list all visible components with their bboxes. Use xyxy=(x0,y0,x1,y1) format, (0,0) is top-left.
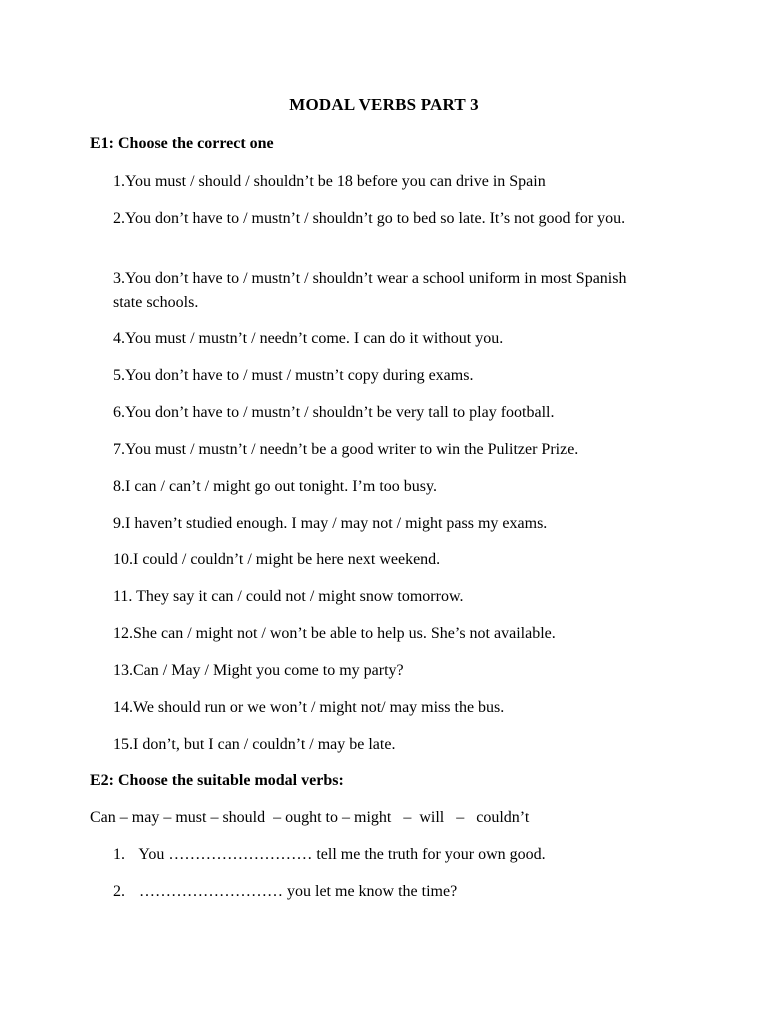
e1-item-13: 13.Can / May / Might you come to my party? xyxy=(113,662,404,679)
word-bank: Can – may – must – should – ought to – might – will – couldn’t xyxy=(90,809,530,826)
e1-heading: E1: Choose the correct one xyxy=(90,135,274,152)
e2-item-1 xyxy=(113,846,546,864)
page-title: MODAL VERBS PART 3 xyxy=(289,95,479,114)
e2-heading: E2: Choose the suitable modal verbs: xyxy=(90,772,344,789)
e1-item-1: 1.You must / should / shouldn’t be 18 before you can drive in Spain xyxy=(113,173,546,190)
e2-item-text: ……………………… you let me know the time? xyxy=(139,883,458,900)
e1-item-4: 4.You must / mustn’t / needn’t come. I can do it without you. xyxy=(113,330,504,347)
e1-item-5: 5.You don’t have to / must / mustn’t copy during exams. xyxy=(113,367,474,384)
e2-item-2 xyxy=(113,883,457,901)
e1-item-12: 12.She can / might not / won’t be able to help us. She’s not available. xyxy=(113,625,556,642)
e1-item-9: 9.I haven’t studied enough. I may / may not / might pass my exams. xyxy=(113,515,548,532)
e1-item-7: 7.You must / mustn’t / needn’t be a good writer to win the Pulitzer Prize. xyxy=(113,441,579,458)
e2-item-number: 1. xyxy=(113,846,125,863)
e1-item-3: 3.You don’t have to / mustn’t / shouldn’t wear a school uniform in most Spanish state schools. xyxy=(113,270,627,311)
e2-item-number: 2. xyxy=(113,883,125,900)
e1-item-11: 11. They say it can / could not / might snow tomorrow. xyxy=(113,588,464,605)
e1-item-14: 14.We should run or we won’t / might not/ may miss the bus. xyxy=(113,699,505,716)
e1-item-15: 15.I don’t, but I can / couldn’t / may be late. xyxy=(113,736,396,753)
e1-item-2: 2.You don’t have to / mustn’t / shouldn’t go to bed so late. It’s not good for you. xyxy=(113,210,626,227)
e1-item-8: 8.I can / can’t / might go out tonight. I’m too busy. xyxy=(113,478,437,495)
e2-item-text: You ……………………… tell me the truth for your own good. xyxy=(138,846,546,863)
e1-item-10: 10.I could / couldn’t / might be here next weekend. xyxy=(113,551,441,568)
e1-item-6: 6.You don’t have to / mustn’t / shouldn’t be very tall to play football. xyxy=(113,404,555,421)
